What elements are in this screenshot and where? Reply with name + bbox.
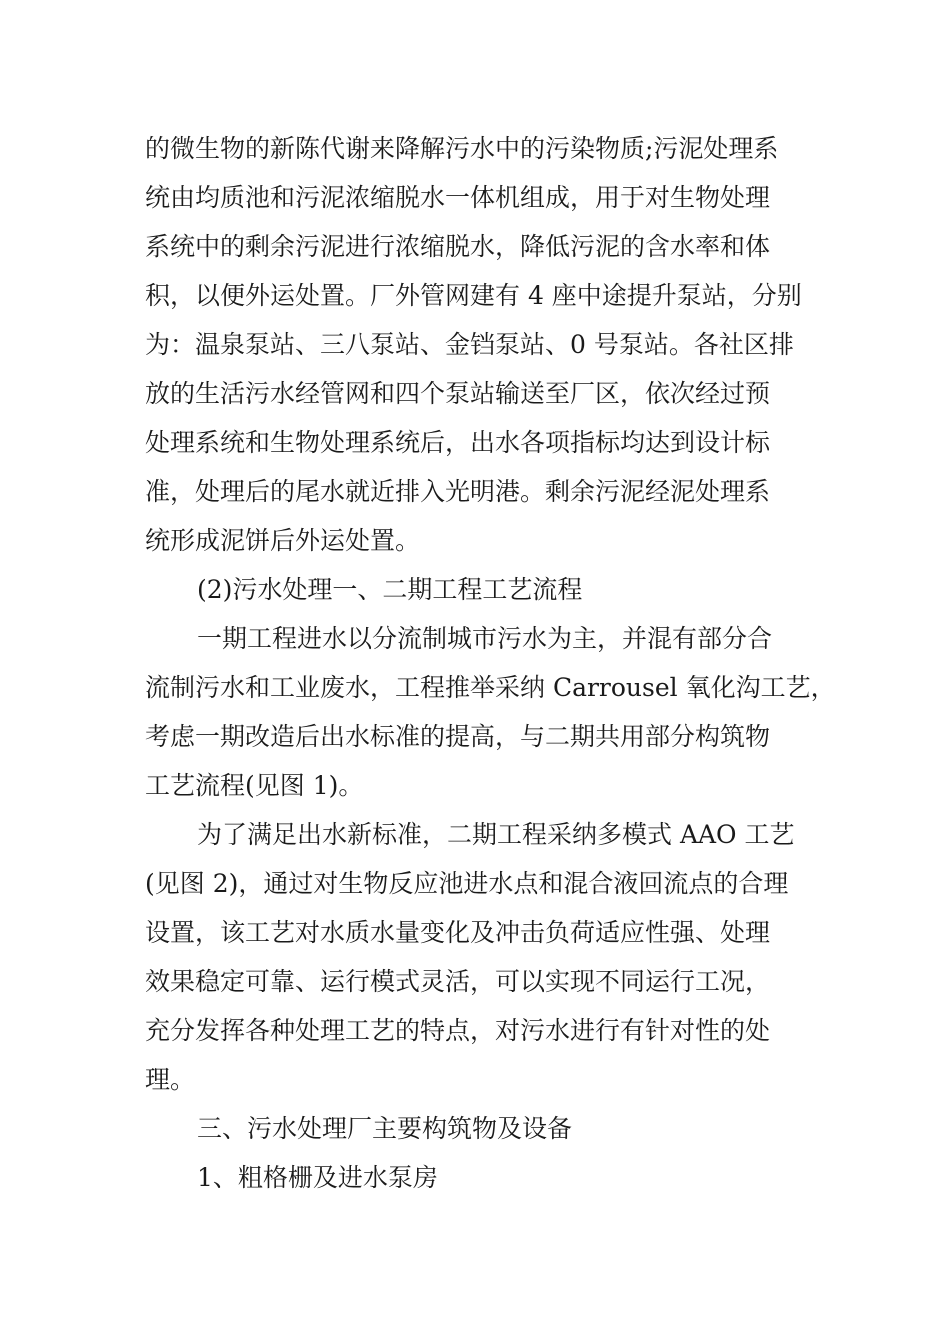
text-line: 处理系统和生物处理系统后，出水各项指标均达到设计标 (145, 428, 771, 457)
text-line: 流制污水和工业废水，工程推举采纳 Carrousel 氧化沟工艺， (145, 673, 836, 702)
text-line: 准，处理后的尾水就近排入光明港。剩余污泥经泥处理系 (145, 477, 771, 506)
text-line: 工艺流程(见图 1)。 (145, 771, 364, 800)
paragraph-start: 为了满足出水新标准，二期工程采纳多模式 AAO 工艺 (197, 820, 795, 849)
section-heading: (2)污水处理一、二期工程工艺流程 (197, 575, 583, 604)
document-body (145, 124, 836, 1202)
text-line: 统形成泥饼后外运处置。 (145, 526, 421, 555)
text-line: 充分发挥各种处理工艺的特点，对污水进行有针对性的处 (145, 1016, 771, 1045)
text-line: 系统中的剩余污泥进行浓缩脱水，降低污泥的含水率和体 (145, 232, 771, 261)
text-line: 积，以便外运处置。厂外管网建有 4 座中途提升泵站，分别 (145, 281, 802, 310)
text-line: 放的生活污水经管网和四个泵站输送至厂区，依次经过预 (145, 379, 771, 408)
text-line: 为：温泉泵站、三八泵站、金铛泵站、0 号泵站。各社区排 (145, 330, 794, 359)
subsection-heading: 1、粗格栅及进水泵房 (197, 1163, 438, 1192)
paragraph-start: 一期工程进水以分流制城市污水为主，并混有部分合 (197, 624, 773, 653)
text-line: 设置，该工艺对水质水量变化及冲击负荷适应性强、处理 (145, 918, 771, 947)
text-line: 效果稳定可靠、运行模式灵活，可以实现不同运行工况， (145, 967, 771, 996)
text-line: 理。 (145, 1065, 196, 1094)
text-line: (见图 2)，通过对生物反应池进水点和混合液回流点的合理 (145, 869, 789, 898)
text-line: 的微生物的新陈代谢来降解污水中的污染物质;污泥处理系 (145, 134, 779, 163)
section-heading: 三、污水处理厂主要构筑物及设备 (197, 1114, 573, 1143)
text-line: 统由均质池和污泥浓缩脱水一体机组成，用于对生物处理 (145, 183, 771, 212)
text-line: 考虑一期改造后出水标准的提高，与二期共用部分构筑物 (145, 722, 771, 751)
